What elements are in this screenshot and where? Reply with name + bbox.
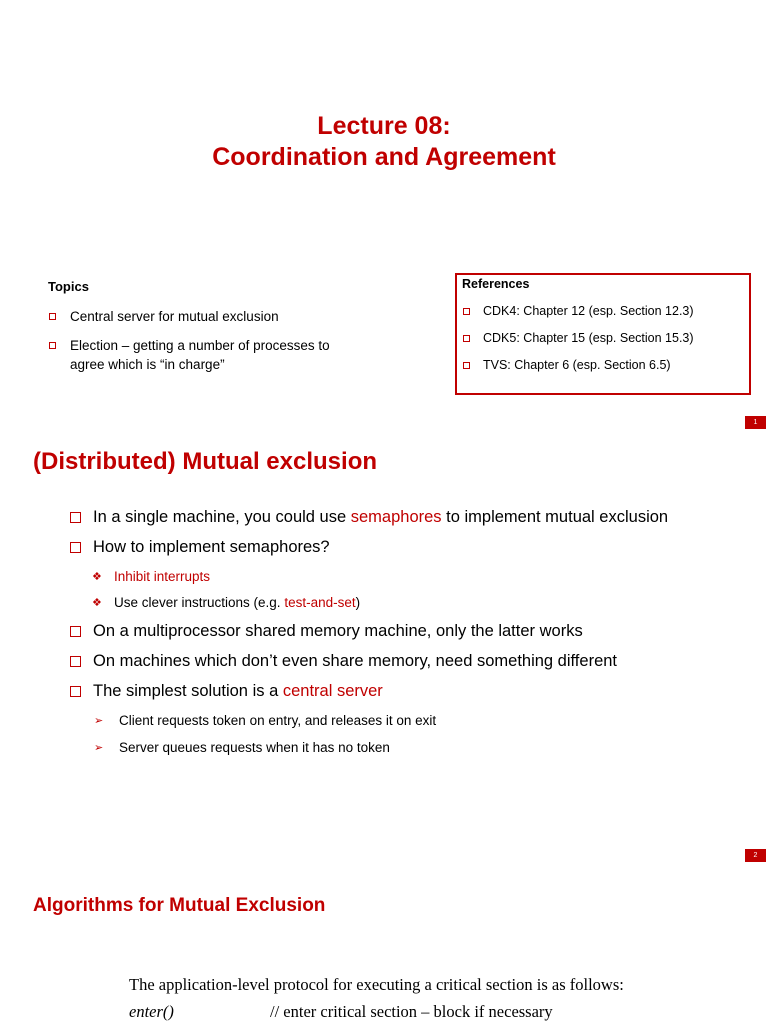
diamond-bullet-icon: ❖ — [92, 571, 102, 583]
bullet-square-icon — [49, 342, 56, 349]
reference-item: TVS: Chapter 6 (esp. Section 6.5) — [483, 358, 671, 372]
page-number-badge: 1 — [745, 416, 766, 429]
reference-item: CDK4: Chapter 12 (esp. Section 12.3) — [483, 304, 694, 318]
bullet-square-icon — [70, 542, 81, 553]
code-comment: // enter critical section – block if necessary — [270, 1002, 553, 1021]
code-function-name: enter() — [129, 1002, 174, 1021]
bullet-implement-semaphores: How to implement semaphores? — [93, 538, 330, 556]
lecture-title-line1: Lecture 08: — [317, 112, 451, 140]
bullet-square-icon — [70, 656, 81, 667]
bullet-square-icon — [70, 512, 81, 523]
protocol-description: The application-level protocol for executing a critical section is as follows: — [129, 975, 624, 994]
slide-title: Algorithms for Mutual Exclusion — [33, 895, 326, 916]
bullet-square-icon — [463, 362, 470, 369]
bullet-square-icon — [463, 335, 470, 342]
slide-title: (Distributed) Mutual exclusion — [33, 448, 378, 475]
sub-bullet-inhibit-interrupts: Inhibit interrupts — [114, 569, 211, 584]
topic-item-continued: agree which is “in charge” — [70, 357, 225, 372]
sub-bullet-clever-instructions: Use clever instructions (e.g. test-and-set) — [114, 595, 361, 610]
topics-heading: Topics — [48, 279, 89, 294]
page-number-badge: 2 — [745, 849, 766, 862]
bullet-square-icon — [70, 686, 81, 697]
sub-bullet-client-requests: Client requests token on entry, and releases it on exit — [119, 713, 437, 728]
bullet-multiprocessor: On a multiprocessor shared memory machine, only the latter works — [93, 622, 583, 640]
bullet-central-server: The simplest solution is a central server — [93, 682, 383, 700]
bullet-square-icon — [70, 626, 81, 637]
bullet-semaphores: In a single machine, you could use semaphores to implement mutual exclusion — [93, 508, 669, 526]
lecture-title-line2: Coordination and Agreement — [212, 143, 556, 171]
references-heading: References — [462, 277, 530, 291]
sub-bullet-server-queues: Server queues requests when it has no token — [119, 740, 390, 755]
reference-item: CDK5: Chapter 15 (esp. Section 15.3) — [483, 331, 694, 345]
arrow-bullet-icon: ➢ — [94, 742, 104, 754]
diamond-bullet-icon: ❖ — [92, 597, 102, 609]
topic-item: Central server for mutual exclusion — [70, 309, 279, 324]
bullet-no-shared-memory: On machines which don’t even share memory, need something different — [93, 652, 618, 670]
bullet-square-icon — [49, 313, 56, 320]
topic-item: Election – getting a number of processes to — [70, 338, 330, 353]
arrow-bullet-icon: ➢ — [94, 715, 104, 727]
bullet-square-icon — [463, 308, 470, 315]
